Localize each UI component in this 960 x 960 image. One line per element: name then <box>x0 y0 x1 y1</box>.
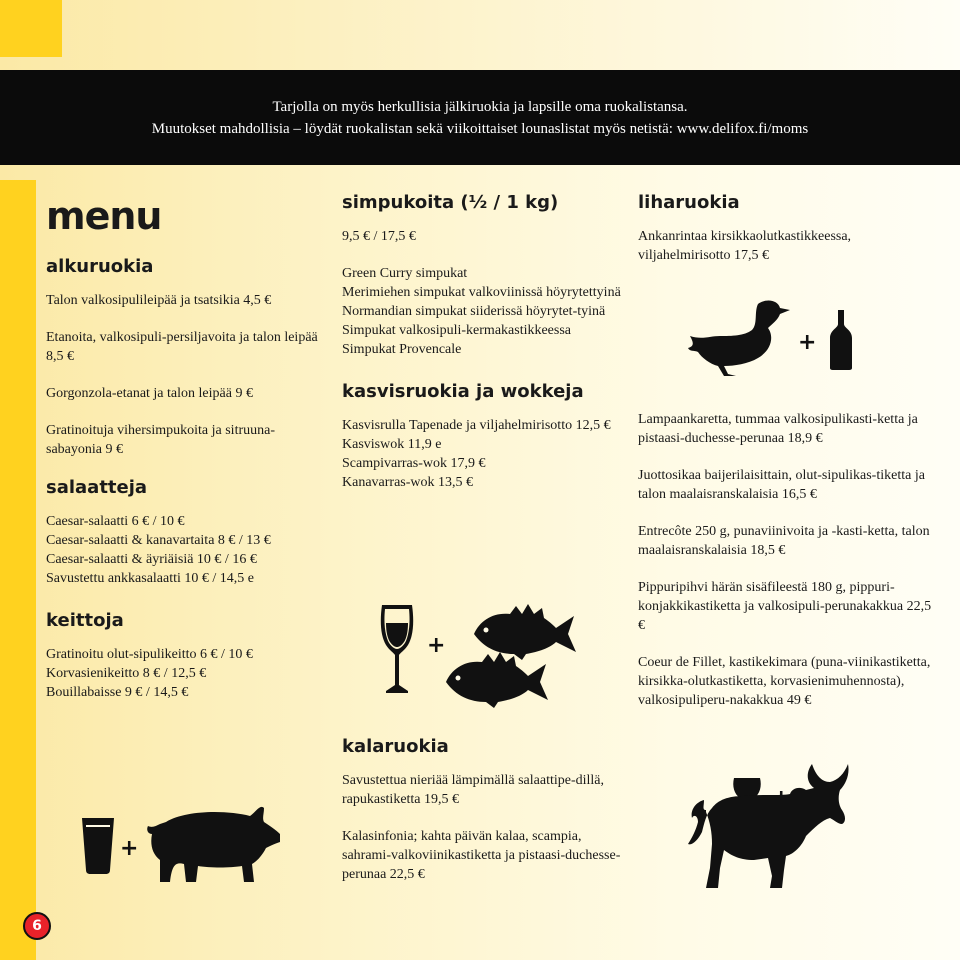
menu-item: Coeur de Fillet, kastikekimara (puna-viinikastiketta, kirsikka-olutkastiketta, korvasienimuhennosta), valkosipuliperu-nakakkua 49 € <box>638 655 931 708</box>
column-middle-bottom <box>342 736 632 884</box>
column-right <box>638 192 938 265</box>
menu-item: Juottosikaa baijerilaisittain, olut-sipulikas-tiketta ja talon maalaisranskalaisia 16,5 € <box>638 468 925 502</box>
page-number-badge: 6 <box>23 912 51 940</box>
plus-sign: + <box>798 330 817 355</box>
section-heading-liharuokia: liharuokia <box>638 192 740 213</box>
plus-sign: + <box>120 836 139 861</box>
menu-item: Savustettua nieriää lämpimällä salaattipe-dillä, rapukastiketta 19,5 € <box>342 773 605 807</box>
menu-item: Green Curry simpukat <box>342 266 468 281</box>
menu-item: Merimiehen simpukat valkoviinissä höyrytettyinä <box>342 285 621 300</box>
menu-item: Kanavarras-wok 13,5 € <box>342 475 474 490</box>
menu-item: Bouillabaisse 9 € / 14,5 € <box>46 685 189 700</box>
beer-glass-icon <box>82 818 114 874</box>
column-left <box>46 192 326 702</box>
bull-icon <box>688 760 856 890</box>
section-heading-kalaruokia: kalaruokia <box>342 736 449 757</box>
menu-item: Gratinoitu olut-sipulikeitto 6 € / 10 € <box>46 647 253 662</box>
menu-item: Pippuripihvi härän sisäfileestä 180 g, pippuri-konjakkikastiketta ja valkosipuli-perunakakkua 22,5 € <box>638 580 932 633</box>
menu-item: Talon valkosipulileipää ja tsatsikia 4,5 € <box>46 293 272 308</box>
top-background <box>0 0 960 70</box>
menu-item: Kasviswok 11,9 e <box>342 437 442 452</box>
menu-item: Simpukat valkosipuli-kermakastikkeessa <box>342 323 572 338</box>
section-heading-simpukoita: simpukoita (½ / 1 kg) <box>342 192 559 213</box>
banner-line-2: Muutokset mahdollisia – löydät ruokalistan sekä viikoittaiset lounaslistat myös netistä: www.delifox.fi/moms <box>151 121 809 137</box>
menu-item: Kalasinfonia; kahta päivän kalaa, scampia, sahrami-valkoviinikastiketta ja pistaasi-duchesse-perunaa 22,5 € <box>342 829 621 882</box>
menu-item: Korvasienikeitto 8 € / 12,5 € <box>46 666 207 681</box>
duck-icon <box>688 296 792 378</box>
bottle-icon <box>830 310 852 370</box>
menu-item: Caesar-salaatti & äyriäisiä 10 € / 16 € <box>46 552 257 567</box>
pig-icon <box>146 804 282 884</box>
section-heading-salaatteja: salaatteja <box>46 477 148 498</box>
plus-sign: + <box>427 633 446 658</box>
menu-item: Gorgonzola-etanat ja talon leipää 9 € <box>46 386 253 401</box>
wine-glass-icon <box>380 605 414 693</box>
section-heading-kasvisruokia: kasvisruokia ja wokkeja <box>342 381 584 402</box>
yellow-side-stripe <box>0 180 36 960</box>
menu-item: Normandian simpukat siiderissä höyrytet-tyinä <box>342 304 606 319</box>
menu-item: Entrecôte 250 g, punaviinivoita ja -kasti-ketta, talon maalaisranskalaisia 18,5 € <box>638 524 930 558</box>
menu-item: Lampaankaretta, tummaa valkosipulikasti-ketta ja pistaasi-duchesse-perunaa 18,9 € <box>638 412 918 446</box>
menu-item: Kasvisrulla Tapenade ja viljahelmirisotto 12,5 € <box>342 418 611 433</box>
column-right-lower <box>638 410 938 710</box>
section-heading-keittoja: keittoja <box>46 610 124 631</box>
menu-item: Etanoita, valkosipuli-persiljavoita ja talon leipää 8,5 € <box>46 330 318 364</box>
column-middle <box>342 192 632 492</box>
yellow-corner-decoration <box>0 0 62 57</box>
menu-item: Gratinoituja vihersimpukoita ja sitruuna-sabayonia 9 € <box>46 423 276 457</box>
banner-line-1: Tarjolla on myös herkullisia jälkiruokia ja lapsille oma ruokalistansa. <box>272 99 688 115</box>
menu-item: Caesar-salaatti & kanavartaita 8 € / 13 € <box>46 533 271 548</box>
section-heading-alkuruokia: alkuruokia <box>46 256 154 277</box>
menu-item: Scampivarras-wok 17,9 € <box>342 456 486 471</box>
menu-item: Simpukat Provencale <box>342 342 462 357</box>
menu-item: Caesar-salaatti 6 € / 10 € <box>46 514 185 529</box>
menu-item: Savustettu ankkasalaatti 10 € / 14,5 e <box>46 571 255 586</box>
info-banner <box>0 70 960 165</box>
menu-item: Ankanrintaa kirsikkaolutkastikkeessa, viljahelmirisotto 17,5 € <box>638 229 852 263</box>
menu-title: menu <box>46 194 162 238</box>
price-line: 9,5 € / 17,5 € <box>342 229 416 244</box>
fish-icon <box>442 652 550 708</box>
